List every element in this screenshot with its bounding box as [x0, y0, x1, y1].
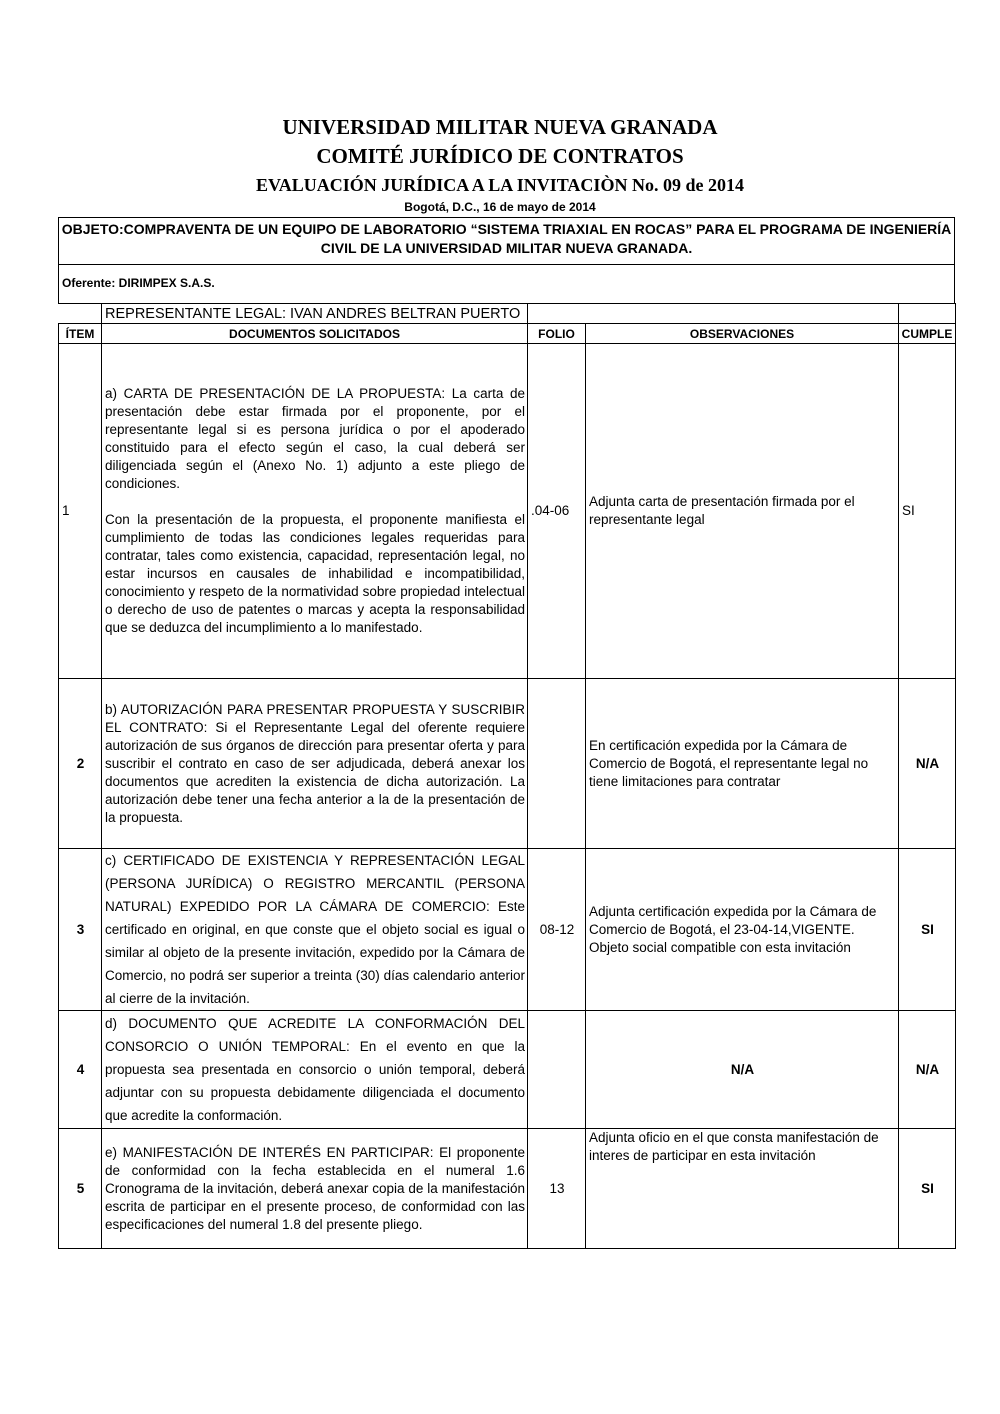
row-item: 2: [59, 679, 102, 849]
committee-title: COMITÉ JURÍDICO DE CONTRATOS: [316, 144, 684, 168]
table-header-row: [59, 324, 956, 344]
table-row: [59, 1011, 956, 1129]
column-header-cumple: CUMPLE: [899, 324, 956, 344]
row-observaciones: Adjunta carta de presentación firmada por el representante legal: [586, 344, 899, 679]
row-cumple: SI: [899, 1129, 956, 1249]
row-item: 3: [59, 849, 102, 1011]
row-observaciones: Adjunta certificación expedida por la Cámara de Comercio de Bogotá, el 23-04-14,VIGENTE. Objeto social compatible con esta invitación: [586, 849, 899, 1011]
table-row: [59, 849, 956, 1011]
evaluation-title: EVALUACIÓN JURÍDICA A LA INVITACIÒN No. 09 de 2014: [256, 175, 744, 195]
row-folio: 08-12: [528, 849, 586, 1011]
row-cumple: N/A: [899, 679, 956, 849]
row-documento: a) CARTA DE PRESENTACIÓN DE LA PROPUESTA: La carta de presentación debe estar firmada por el proponente, por el representante legal si es persona jurídica o por el apoderado constituido para el efecto según el caso, la cual deberá ser diligenciada según el (Anexo No. 1) adjunto a este pliego de condiciones. Con la presentación de la propuesta, el proponente manifiesta el cumplimiento de todas las condiciones legales requeridas para contratar, tales como existencia, capacidad, representación legal, no estar incursos en causales de inhabilidad e incompatibilidad, conocimiento y respeto de la normatividad sobre propiedad intelectual o derecho de uso de patentes o marcas y acepta la responsabilidad que se deduzca del incumplimiento a lo manifestado.: [102, 344, 528, 679]
row-folio: [528, 679, 586, 849]
row-cumple: N/A: [899, 1011, 956, 1129]
representative-row: [59, 304, 956, 324]
row-observaciones: N/A: [586, 1011, 899, 1129]
university-title: UNIVERSIDAD MILITAR NUEVA GRANADA: [282, 115, 718, 139]
row-cumple: SI: [899, 849, 956, 1011]
document-header: [0, 113, 1000, 215]
row-folio: 13: [528, 1129, 586, 1249]
representative-legal: REPRESENTANTE LEGAL: IVAN ANDRES BELTRAN PUERTO: [102, 304, 528, 324]
table-row: [59, 679, 956, 849]
table-row: [59, 1129, 956, 1249]
row-folio: .04-06: [528, 344, 586, 679]
oferente-box: Oferente: DIRIMPEX S.A.S.: [58, 264, 955, 304]
row-item: 4: [59, 1011, 102, 1129]
rep-empty-cell: [528, 304, 586, 324]
column-header-observaciones: OBSERVACIONES: [586, 324, 899, 344]
row-item: 1: [59, 344, 102, 679]
row-item: 5: [59, 1129, 102, 1249]
row-folio: [528, 1011, 586, 1129]
document-date: Bogotá, D.C., 16 de mayo de 2014: [404, 200, 596, 214]
column-header-item: ÍTEM: [59, 324, 102, 344]
column-header-documentos: DOCUMENTOS SOLICITADOS: [102, 324, 528, 344]
evaluation-table: [58, 303, 956, 1249]
objeto-box: OBJETO:COMPRAVENTA DE UN EQUIPO DE LABORATORIO “SISTEMA TRIAXIAL EN ROCAS” PARA EL PROGRAMA DE INGENIERÍA CIVIL DE LA UNIVERSIDAD MILITAR NUEVA GRANADA.: [58, 217, 955, 265]
rep-empty-cell: [59, 304, 102, 324]
row-documento: d) DOCUMENTO QUE ACREDITE LA CONFORMACIÓN DEL CONSORCIO O UNIÓN TEMPORAL: En el evento en que la propuesta sea presentada en consorcio o unión temporal, deberá adjuntar con su propuesta debidamente diligenciada el documento que acredite la conformación.: [102, 1011, 528, 1129]
row-observaciones: En certificación expedida por la Cámara de Comercio de Bogotá, el representante legal no tiene limitaciones para contratar: [586, 679, 899, 849]
table-row: [59, 344, 956, 679]
row-cumple: SI: [899, 344, 956, 679]
row-observaciones: Adjunta oficio en el que consta manifestación de interes de participar en esta invitación: [586, 1129, 899, 1249]
rep-empty-cell: [899, 304, 956, 324]
column-header-folio: FOLIO: [528, 324, 586, 344]
rep-empty-cell: [586, 304, 899, 324]
row-documento: c) CERTIFICADO DE EXISTENCIA Y REPRESENTACIÓN LEGAL (PERSONA JURÍDICA) O REGISTRO MERCANTIL (PERSONA NATURAL) EXPEDIDO POR LA CÁMARA DE COMERCIO: Este certificado en original, en que conste que el objeto social es igual o similar al objeto de la presente invitación, expedido por la Cámara de Comercio, no podrá ser superior a treinta (30) días calendario anterior al cierre de la invitación.: [102, 849, 528, 1011]
row-documento: e) MANIFESTACIÓN DE INTERÉS EN PARTICIPAR: El proponente de conformidad con la fecha establecida en el numeral 1.6 Cronograma de la invitación, deberá anexar copia de la manifestación escrita de participar en el presente proceso, de conformidad con las especificaciones del numeral 1.8 del presente pliego.: [102, 1129, 528, 1249]
row-documento: b) AUTORIZACIÓN PARA PRESENTAR PROPUESTA Y SUSCRIBIR EL CONTRATO: Si el Representante Legal del oferente requiere autorización de sus órganos de dirección para presentar oferta y para suscribir el contrato en caso de ser adjudicada, deberá anexar los documentos que acrediten la existencia de dicha autorización. La autorización debe tener una fecha anterior a la de la presentación de la propuesta.: [102, 679, 528, 849]
